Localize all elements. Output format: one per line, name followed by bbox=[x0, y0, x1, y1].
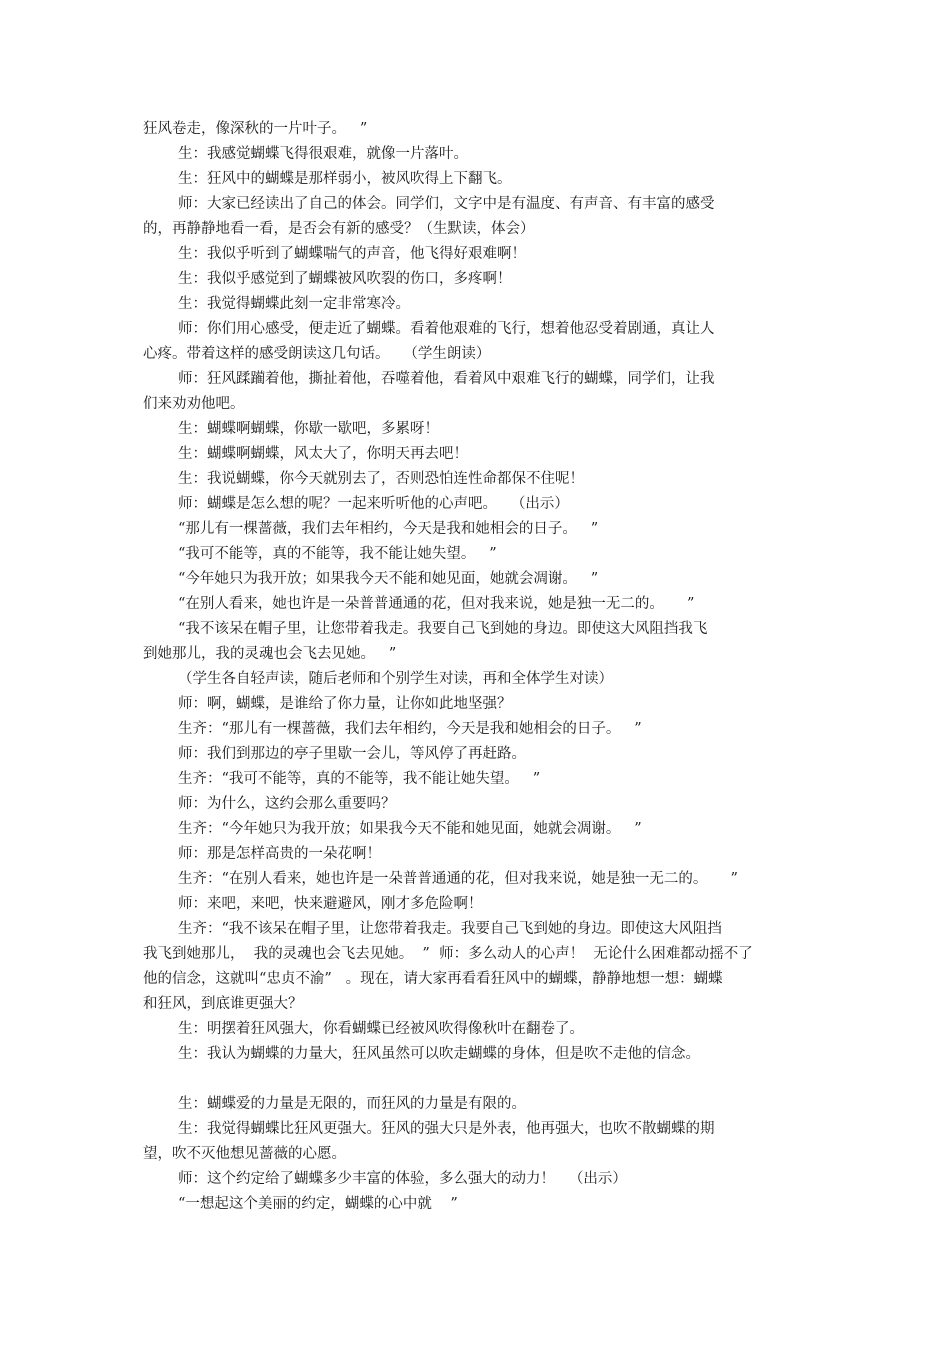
text-line: 生：蝴蝶啊蝴蝶，风太大了，你明天再去吧！ bbox=[178, 446, 468, 462]
text-line: 师：狂风蹂躏着他，撕扯着他，吞噬着他，看着风中艰难飞行的蝴蝶，同学们，让我 bbox=[178, 371, 715, 387]
text-line: 生齐：“我可不能等，真的不能等，我不能让她失望。 ” bbox=[178, 771, 541, 787]
text-line: 生：明摆着狂风强大，你看蝴蝶已经被风吹得像秋叶在翻卷了。 bbox=[178, 1021, 584, 1037]
text-line: 师：蝴蝶是怎么想的呢？一起来听听他的心声吧。 （出示） bbox=[178, 496, 569, 512]
text-line: “一想起这个美丽的约定，蝴蝶的心中就 ” bbox=[178, 1196, 458, 1212]
text-line: （学生各自轻声读，随后老师和个别学生对读，再和全体学生对读） bbox=[178, 671, 613, 687]
text-line: 狂风卷走，像深秋的一片叶子。 ” bbox=[143, 121, 368, 137]
text-line: 师：这个约定给了蝴蝶多少丰富的体验，多么强大的动力！ （出示） bbox=[178, 1171, 627, 1187]
text-line: 生：我说蝴蝶，你今天就别去了，否则恐怕连性命都保不住呢！ bbox=[178, 471, 584, 487]
text-line: 心疼。带着这样的感受朗读这几句话。 （学生朗读） bbox=[143, 346, 491, 362]
text-line: 生：蝴蝶啊蝴蝶，你歇一歇吧，多累呀！ bbox=[178, 421, 439, 437]
text-line: 生齐：“今年她只为我开放；如果我今天不能和她见面，她就会凋谢。 ” bbox=[178, 821, 642, 837]
text-line: 师：啊，蝴蝶，是谁给了你力量，让你如此地坚强？ bbox=[178, 696, 512, 712]
text-line: “在别人看来，她也许是一朵普普通通的花，但对我来说，她是独一无二的。 ” bbox=[178, 596, 695, 612]
text-line: 生：狂风中的蝴蝶是那样弱小，被风吹得上下翻飞。 bbox=[178, 171, 512, 187]
text-line: 师：我们到那边的亭子里歇一会儿，等风停了再赶路。 bbox=[178, 746, 526, 762]
text-line: 生：我觉得蝴蝶比狂风更强大。狂风的强大只是外表，他再强大，也吹不散蝴蝶的期 bbox=[178, 1121, 715, 1137]
text-line: 到她那儿，我的灵魂也会飞去见她。 ” bbox=[143, 646, 397, 662]
text-line: 生齐：“在别人看来，她也许是一朵普普通通的花，但对我来说，她是独一无二的。 ” bbox=[178, 871, 738, 887]
text-line: 和狂风，到底谁更强大？ bbox=[143, 996, 303, 1012]
text-line: “我可不能等，真的不能等，我不能让她失望。 ” bbox=[178, 546, 497, 562]
text-line: 师：为什么，这约会那么重要吗？ bbox=[178, 796, 396, 812]
text-line: 生：我感觉蝴蝶飞得很艰难，就像一片落叶。 bbox=[178, 146, 468, 162]
text-line: 师：来吧，来吧，快来避避风，刚才多危险啊！ bbox=[178, 896, 483, 912]
text-line: 他的信念，这就叫“忠贞不渝” 。现在，请大家再看看狂风中的蝴蝶，静静地想一想：蝴蝶 bbox=[143, 971, 723, 987]
text-line: 生齐：“那儿有一棵蔷薇，我们去年相约，今天是我和她相会的日子。 ” bbox=[178, 721, 642, 737]
text-line: 生：我似乎感觉到了蝴蝶被风吹裂的伤口，多疼啊！ bbox=[178, 271, 512, 287]
text-line: “今年她只为我开放；如果我今天不能和她见面，她就会凋谢。 ” bbox=[178, 571, 599, 587]
text-line: 望，吹不灭他想见蔷薇的心愿。 bbox=[143, 1146, 346, 1162]
text-line: 师：那是怎样高贵的一朵花啊！ bbox=[178, 846, 381, 862]
text-line: 师：大家已经读出了自己的体会。同学们，文字中是有温度、有声音、有丰富的感受 bbox=[178, 196, 715, 212]
text-line: 们来劝劝他吧。 bbox=[143, 396, 245, 412]
text-line: 师：你们用心感受，便走近了蝴蝶。看着他艰难的飞行，想着他忍受着剧通，真让人 bbox=[178, 321, 715, 337]
text-line: “那儿有一棵蔷薇，我们去年相约，今天是我和她相会的日子。 ” bbox=[178, 521, 599, 537]
text-line: 生：我觉得蝴蝶此刻一定非常寒冷。 bbox=[178, 296, 410, 312]
text-line: 生齐：“我不该呆在帽子里，让您带着我走。我要自己飞到她的身边。即使这大风阻挡 bbox=[178, 921, 722, 937]
text-line: 生：蝴蝶爱的力量是无限的，而狂风的力量是有限的。 bbox=[178, 1096, 526, 1112]
text-line: 生：我似乎听到了蝴蝶喘气的声音，他飞得好艰难啊！ bbox=[178, 246, 526, 262]
text-line: 生：我认为蝴蝶的力量大，狂风虽然可以吹走蝴蝶的身体，但是吹不走他的信念。 bbox=[178, 1046, 700, 1062]
text-line: “我不该呆在帽子里，让您带着我走。我要自己飞到她的身边。即使这大风阻挡我飞 bbox=[178, 621, 708, 637]
text-line: 的，再静静地看一看，是否会有新的感受？（生默读，体会） bbox=[143, 221, 535, 237]
text-line: 我飞到她那儿， 我的灵魂也会飞去见她。 ” 师：多么动人的心声！ 无论什么困难都动摇不了 bbox=[143, 946, 753, 962]
